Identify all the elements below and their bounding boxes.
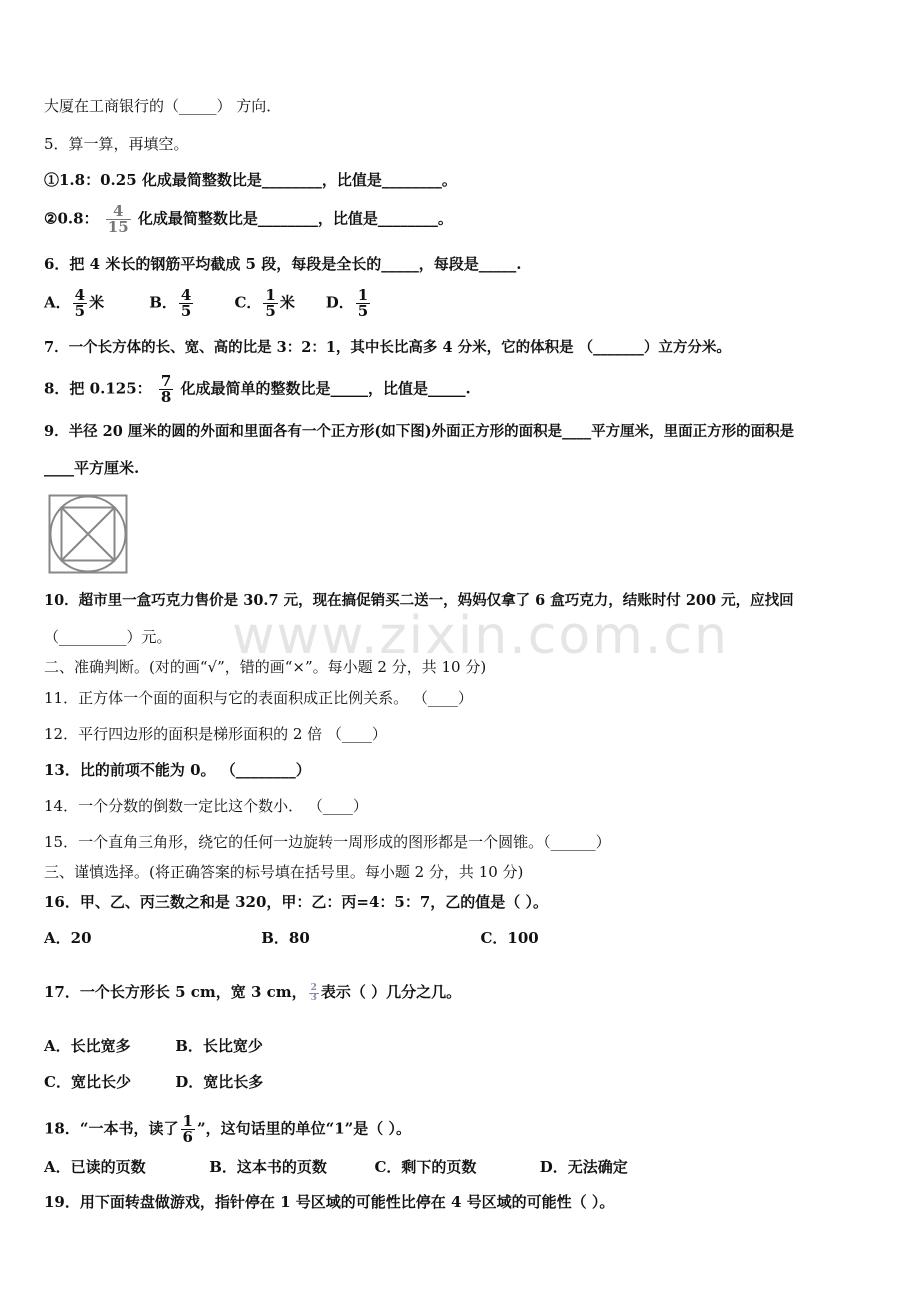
q17-options-row2 — [44, 1072, 263, 1092]
q6-option-b: B． $\frac{4}{5}$ — [149, 286, 192, 320]
q18-option-d: D．无法确定 — [539, 1158, 628, 1176]
fraction: $\frac{4}{15}$ — [107, 202, 129, 236]
q4-tail: 大厦在工商银行的（_____） 方向． — [44, 97, 282, 115]
watermark: www.zixin.com.cn — [232, 606, 729, 666]
q16-option-b: B．80 — [261, 929, 310, 947]
q16-option-a: A．20 — [44, 929, 92, 947]
q8-stem: 8．把 0.125： $\frac{7}{8}$ 化成最简单的整数比是_____，比值是_____. — [44, 372, 471, 406]
q17-stem: 17．一个长方形长 5 cm，宽 3 cm， $\frac{2}{3}$ 表示（ ）几分之几。 — [44, 982, 462, 1003]
fraction: $\frac{2}{3}$ — [310, 982, 317, 1003]
q16-option-c: C．100 — [480, 929, 539, 947]
q10-line1: 10．超市里一盒巧克力售价是 30.7 元，现在搞促销买二送一，妈妈仅拿了 6 盒巧克力，结账时付 200 元，应找回 — [44, 592, 794, 609]
q18-stem: 18．“一本书，读了 $\frac{1}{6}$ ”，这句话里的单位“1”是（ ）。 — [44, 1112, 411, 1146]
q5-title: 5．算一算，再填空。 — [44, 135, 189, 153]
q5-sub2: ②0.8： $\frac{4}{15}$ 化成最简整数比是________，比值是________。 — [44, 202, 453, 236]
q5-sub1: ①1.8：0.25 化成最简整数比是________，比值是________。 — [44, 171, 457, 189]
q17-option-c: C．宽比长少 — [44, 1073, 131, 1091]
q6-option-c: C． $\frac{1}{5}$ 米 — [234, 286, 295, 320]
q17-options-row1 — [44, 1036, 263, 1056]
q9-line1: 9．半径 20 厘米的圆的外面和里面各有一个正方形(如下图)外面正方形的面积是____平方厘米，里面正方形的面积是 — [44, 423, 795, 440]
q9-line2: ____平方厘米. — [44, 459, 140, 477]
q6-stem: 6．把 4 米长的钢筋平均截成 5 段，每段是全长的_____，每段是_____. — [44, 255, 522, 273]
q18-option-b: B．这本书的页数 — [209, 1158, 327, 1176]
q17-option-b: B．长比宽少 — [175, 1037, 263, 1055]
q18-option-a: A．已读的页数 — [44, 1158, 146, 1176]
q16-stem: 16．甲、乙、丙三数之和是 320，甲：乙：丙=4：5：7，乙的值是（ ）。 — [44, 893, 549, 911]
square-circle-figure — [48, 494, 128, 574]
q18-option-c: C．剩下的页数 — [374, 1158, 477, 1176]
judge-item-11: 11．正方体一个面的面积与它的表面积成正比例关系。 （____） — [44, 689, 473, 707]
q10-line2: （_________）元。 — [44, 628, 172, 646]
judge-item-14: 14．一个分数的倒数一定比这个数小． （____） — [44, 797, 368, 815]
q7-stem: 7．一个长方体的长、宽、高的比是 3：2：1，其中长比高多 4 分米，它的体积是 （_______）立方分米。 — [44, 339, 731, 356]
q6-option-d: D． $\frac{1}{5}$ — [325, 286, 369, 320]
judge-item-12: 12．平行四边形的面积是梯形面积的 2 倍 （____） — [44, 725, 387, 743]
judge-item-15: 15．一个直角三角形，绕它的任何一边旋转一周形成的图形都是一个圆锥。（______） — [44, 833, 611, 851]
q19-stem: 19．用下面转盘做游戏，指针停在 1 号区域的可能性比停在 4 号区域的可能性（ ）。 — [44, 1193, 615, 1211]
q6-option-a: A． $\frac{4}{5}$ 米 — [44, 286, 105, 320]
q18-options — [44, 1157, 628, 1177]
section2-title: 二、准确判断。(对的画“√”，错的画“×”。每小题 2 分，共 10 分) — [44, 658, 487, 676]
judge-item-13: 13．比的前项不能为 0。 （________） — [44, 761, 311, 779]
section3-title: 三、谨慎选择。(将正确答案的标号填在括号里。每小题 2 分，共 10 分) — [44, 863, 524, 881]
q16-options — [44, 928, 539, 948]
q6-options — [44, 288, 372, 319]
q17-option-a: A．长比宽多 — [44, 1037, 131, 1055]
q17-option-d: D．宽比长多 — [175, 1073, 264, 1091]
